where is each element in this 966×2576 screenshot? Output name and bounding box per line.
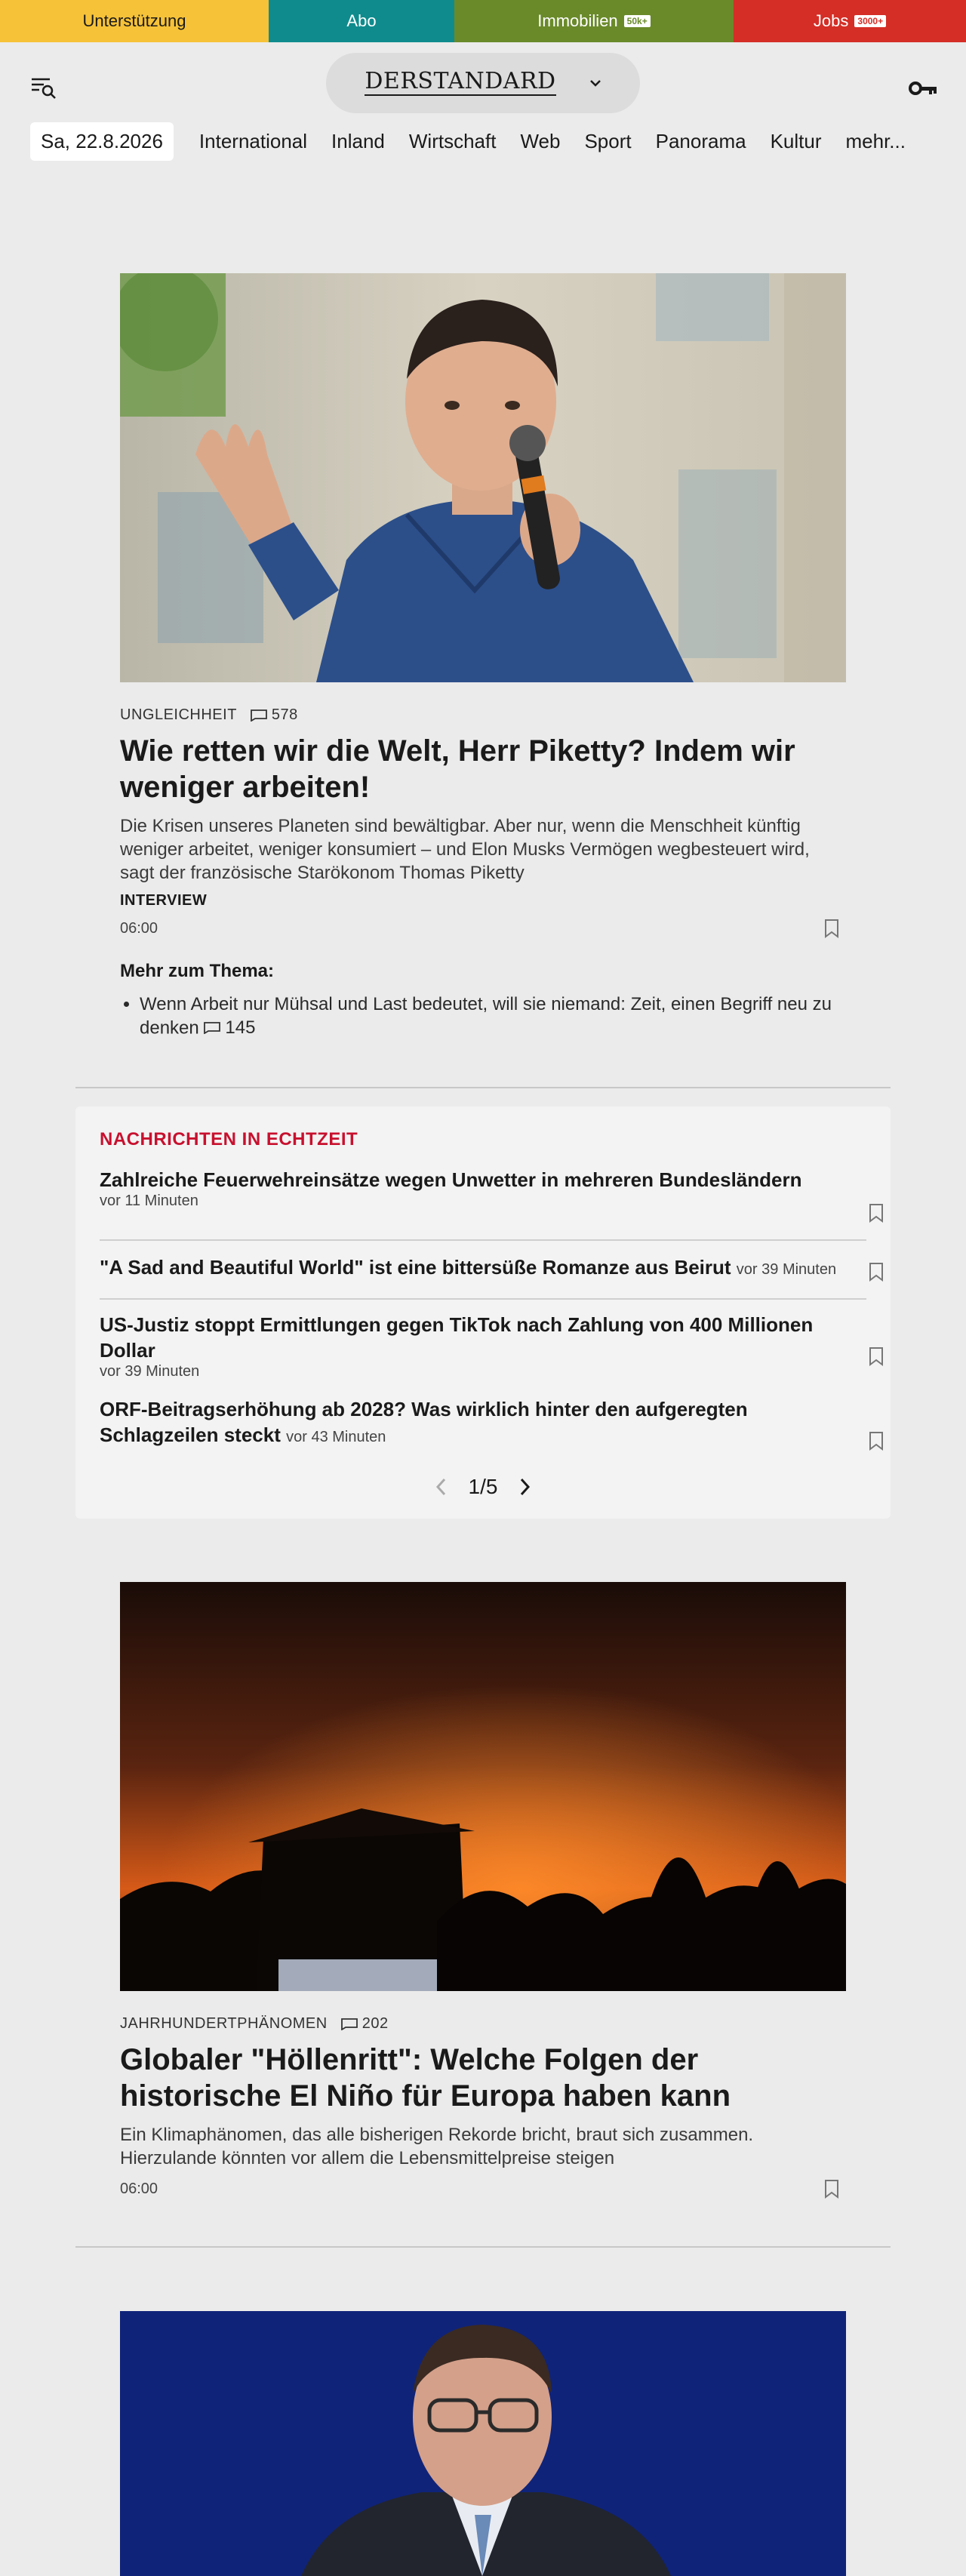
- article-teaser[interactable]: Ein Klimaphänomen, das alle bisherigen Rekorde bricht, braut sich zusammen. Hierzulande könnten vor allem die Lebensmittelpreise steigen: [120, 2125, 754, 2168]
- login-button[interactable]: [909, 77, 939, 100]
- support-label: Unterstützung: [82, 11, 186, 30]
- nav-international[interactable]: International: [198, 130, 308, 152]
- related-title: Mehr zum Thema:: [120, 961, 275, 981]
- live-item-time: vor 39 Minuten: [736, 1261, 837, 1278]
- nav-panorama[interactable]: Panorama: [655, 130, 746, 152]
- article-headline[interactable]: Globaler "Höllenritt": Welche Folgen der historische El Niño für Europa haben kann: [120, 2043, 731, 2113]
- nav-wirtschaft[interactable]: Wirtschaft: [408, 130, 497, 152]
- key-icon: [909, 77, 939, 100]
- comment-icon: [204, 1022, 220, 1034]
- live-news-title: NACHRICHTEN IN ECHTZEIT: [100, 1129, 358, 1150]
- menu-search-button[interactable]: [30, 74, 57, 101]
- bookmark-icon[interactable]: [868, 1431, 884, 1451]
- realestate-label: Immobilien: [537, 11, 618, 30]
- related-list: [120, 993, 846, 1040]
- nav-inland[interactable]: Inland: [331, 130, 385, 152]
- article-kicker: [120, 2015, 846, 2033]
- realestate-link[interactable]: [454, 0, 734, 42]
- kicker-label[interactable]: JAHRHUNDERTPHÄNOMEN: [120, 2015, 328, 2032]
- live-item-line: [100, 1396, 866, 1450]
- jobs-label: Jobs: [813, 11, 849, 30]
- article-piketty: [120, 273, 846, 1040]
- article-third: [120, 2311, 846, 2576]
- abo-label: Abo: [346, 11, 377, 30]
- article-image-politician[interactable]: [120, 2311, 846, 2576]
- menu-search-icon: [30, 74, 57, 101]
- kicker-label[interactable]: UNGLEICHHEIT: [120, 706, 237, 723]
- article-teaser[interactable]: Die Krisen unseres Planeten sind bewältigbar. Aber nur, wenn die Menschheit künftig weniger arbeitet, weniger konsumiert – und Elon Musks Vermögen wegbesteuert wird, sagt der französische Starökonom Thomas Piketty: [120, 816, 810, 883]
- section-nav: [30, 122, 930, 161]
- live-item-headline: ORF-Beitragserhöhung ab 2028? Was wirklich hinter den aufgeregten Schlagzeilen steckt: [100, 1398, 748, 1446]
- nav-web[interactable]: Web: [520, 130, 561, 152]
- bookmark-icon[interactable]: [823, 2179, 840, 2199]
- comment-count-value: 578: [271, 706, 298, 723]
- live-news-box: [75, 1106, 891, 1519]
- live-item[interactable]: [100, 1167, 866, 1210]
- related-item-text: Wenn Arbeit nur Mühsal und Last bedeutet, will sie niemand: Zeit, einen Begriff neu zu denken: [140, 994, 832, 1039]
- article-time: 06:00: [120, 919, 158, 937]
- article-time: 06:00: [120, 2180, 158, 2197]
- date-selector[interactable]: Sa, 22.8.2026: [30, 122, 174, 161]
- article-meta: [120, 2179, 846, 2199]
- live-item[interactable]: [100, 1254, 866, 1282]
- section-divider: [75, 2246, 891, 2248]
- section-divider: [75, 1087, 891, 1088]
- bookmark-icon[interactable]: [823, 919, 840, 938]
- live-item[interactable]: [100, 1396, 866, 1450]
- live-item-line: [100, 1254, 866, 1282]
- article-image-fire[interactable]: [120, 1582, 846, 1991]
- live-item-time: vor 39 Minuten: [100, 1363, 200, 1380]
- live-item-headline: US-Justiz stoppt Ermittlungen gegen TikTok nach Zahlung von 400 Millionen Dollar: [100, 1313, 814, 1362]
- live-item-headline: Zahlreiche Feuerwehreinsätze wegen Unwetter in mehreren Bundesländern: [100, 1168, 802, 1191]
- jobs-link[interactable]: [734, 0, 966, 42]
- logo-switcher[interactable]: [326, 53, 640, 113]
- comment-icon: [251, 709, 267, 722]
- comment-icon: [341, 2018, 358, 2030]
- site-header: [0, 42, 966, 125]
- chevron-left-icon[interactable]: [434, 1476, 449, 1497]
- live-item[interactable]: [100, 1312, 866, 1380]
- article-image-piketty[interactable]: [120, 273, 846, 682]
- nav-kultur[interactable]: Kultur: [770, 130, 822, 152]
- related-comment-value: 145: [225, 1017, 256, 1038]
- live-item-time: vor 11 Minuten: [100, 1193, 198, 1209]
- live-item-time: vor 43 Minuten: [286, 1429, 386, 1445]
- chevron-right-icon[interactable]: [517, 1476, 532, 1497]
- article-tag: INTERVIEW: [120, 892, 208, 909]
- comment-count[interactable]: [341, 2015, 389, 2033]
- comment-count-value: 202: [361, 2015, 389, 2032]
- pager-indicator: 1/5: [468, 1475, 498, 1498]
- article-headline[interactable]: Wie retten wir die Welt, Herr Piketty? Indem wir weniger arbeiten!: [120, 734, 795, 804]
- article-kicker: [120, 706, 846, 724]
- support-link[interactable]: [0, 0, 269, 42]
- realestate-badge: 50k+: [624, 15, 651, 27]
- live-separator: [100, 1239, 866, 1241]
- article-meta: [120, 919, 846, 938]
- live-separator: [100, 1298, 866, 1300]
- bookmark-icon[interactable]: [868, 1203, 884, 1223]
- site-logo: DERSTANDARD: [365, 68, 556, 94]
- nav-more[interactable]: mehr...: [845, 130, 906, 152]
- related-comment-count[interactable]: [204, 1016, 255, 1039]
- related-item[interactable]: [140, 993, 846, 1040]
- abo-link[interactable]: [269, 0, 454, 42]
- article-el-nino: [120, 1582, 846, 2199]
- jobs-badge: 3000+: [854, 15, 886, 27]
- live-item-headline: "A Sad and Beautiful World" ist eine bittersüße Romanze aus Beirut: [100, 1256, 731, 1279]
- bookmark-icon[interactable]: [868, 1346, 884, 1366]
- bookmark-icon[interactable]: [868, 1262, 884, 1282]
- top-bar: [0, 0, 966, 42]
- live-pager: [75, 1475, 891, 1499]
- comment-count[interactable]: [251, 706, 298, 724]
- nav-sport[interactable]: Sport: [584, 130, 632, 152]
- chevron-down-icon: [589, 78, 601, 88]
